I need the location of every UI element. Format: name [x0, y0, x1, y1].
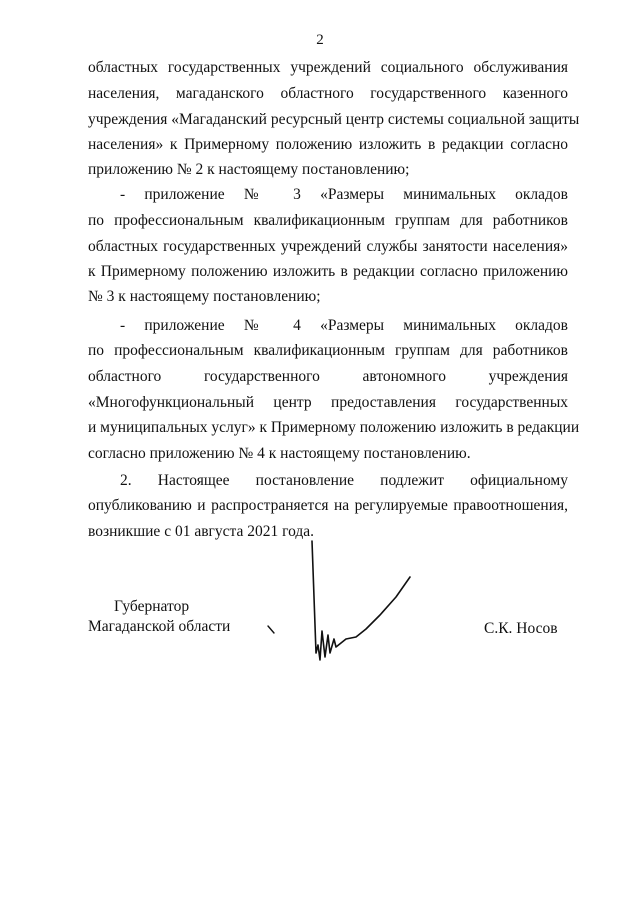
text-line: населения» к Примерному положению изложить в редакции согласно — [88, 136, 568, 153]
text-line: опубликованию и распространяется на регулируемые правоотношения, — [88, 497, 568, 514]
list-item-dash: - приложение № 3 «Размеры минимальных окладов — [120, 186, 568, 203]
signatory-name: С.К. Носов — [484, 620, 558, 637]
signatory-title: Губернатор — [114, 598, 190, 615]
text-line: приложению № 2 к настоящему постановлению; — [88, 161, 410, 178]
text-line: по профессиональным квалификационным группам для работников — [88, 212, 568, 229]
text-line: согласно приложению № 4 к настоящему постановлению. — [88, 445, 471, 462]
handwritten-signature — [250, 535, 430, 675]
text-line: «Многофункциональный центр предоставления государственных — [88, 394, 568, 411]
text-line: № 3 к настоящему постановлению; — [88, 288, 321, 305]
page-number: 2 — [316, 32, 324, 48]
text-line: областных государственных учреждений службы занятости населения» — [88, 238, 568, 255]
list-item-dash: - приложение № 4 «Размеры минимальных окладов — [120, 317, 568, 334]
text-line: учреждения «Магаданский ресурсный центр системы социальной защиты — [88, 111, 580, 128]
text-line: областных государственных учреждений социального обслуживания — [88, 59, 568, 76]
text-line: населения, магаданского областного государственного казенного — [88, 85, 568, 102]
text-line: и муниципальных услуг» к Примерному положению изложить в редакции — [88, 419, 580, 436]
text-line: по профессиональным квалификационным группам для работников — [88, 342, 568, 359]
paragraph-2-first-line: 2. Настоящее постановление подлежит официальному — [120, 472, 568, 489]
text-line: к Примерному положению изложить в редакции согласно приложению — [88, 263, 568, 280]
text-line: возникшие с 01 августа 2021 года. — [88, 523, 315, 540]
text-line: областного государственного автономного учреждения — [88, 368, 568, 385]
signatory-region: Магаданской области — [88, 618, 231, 635]
